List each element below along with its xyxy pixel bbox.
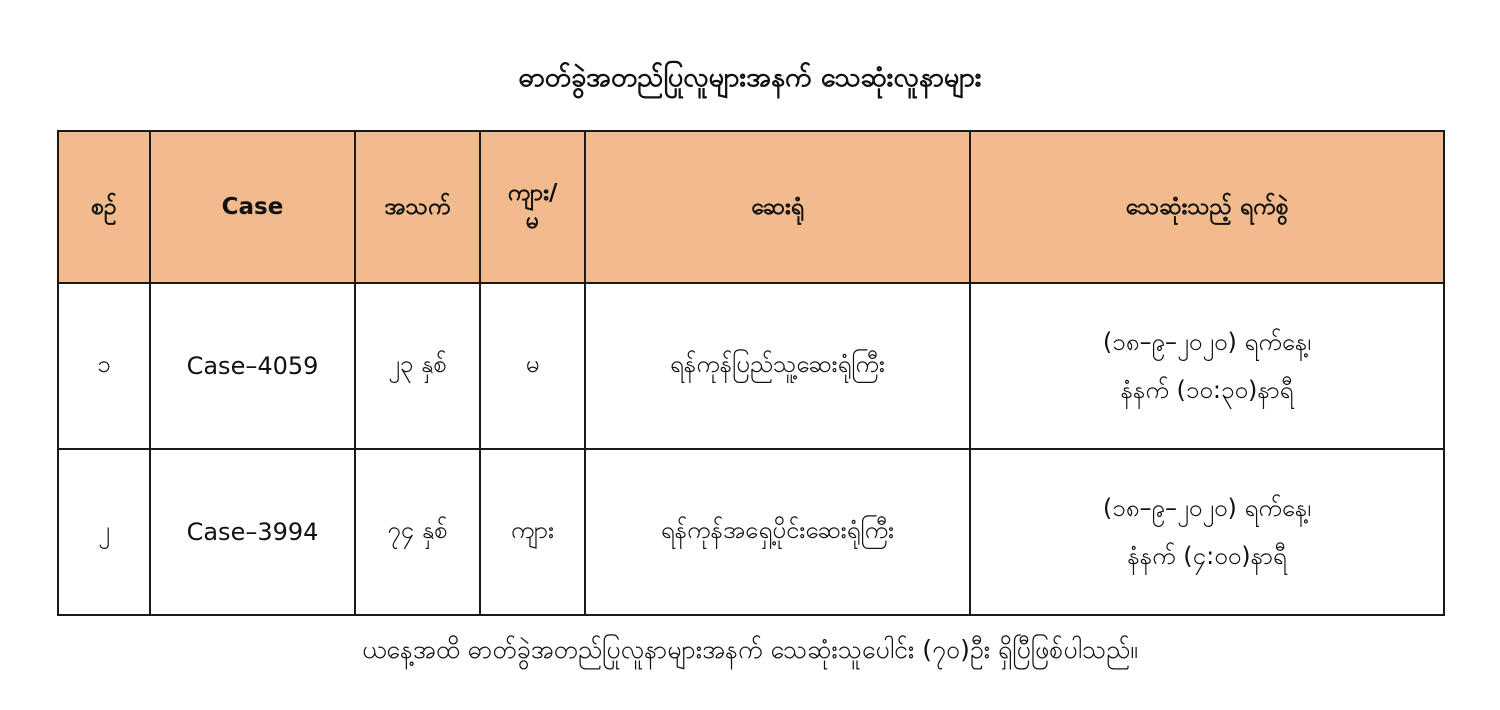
cell-no: ၁ (58, 283, 150, 449)
column-header-no: စဉ် (58, 131, 150, 283)
table-header-row (58, 131, 1444, 283)
cell-age: ၂၃ နှစ် (355, 283, 480, 449)
cell-hospital: ရန်ကုန်အရှေ့ပိုင်းဆေးရုံကြီး (585, 449, 970, 615)
column-header-sex (480, 131, 585, 283)
cell-case: Case–3994 (150, 449, 355, 615)
table-row (58, 449, 1444, 615)
cell-age: ၇၄ နှစ် (355, 449, 480, 615)
cell-sex: ကျား (480, 449, 585, 615)
deaths-table-container (57, 130, 1443, 616)
column-header-case: Case (150, 131, 355, 283)
table-row (58, 283, 1444, 449)
column-header-sex-line1: ကျား/ (507, 179, 558, 206)
cell-case: Case–4059 (150, 283, 355, 449)
column-header-hospital: ဆေးရုံ (585, 131, 970, 283)
summary-note: ယနေ့အထိ ဓာတ်ခွဲအတည်ပြုလူနာများအနက် သေဆုံးသူပေါင်း (၇၀)ဦး ရှိပြီဖြစ်ပါသည်။ (362, 635, 1138, 665)
cell-death-date-line2: နံနက် (၁၀:၃၀)နာရီ (1120, 376, 1294, 405)
column-header-age: အသက် (355, 131, 480, 283)
table-header (58, 131, 1444, 283)
column-header-death-date: သေဆုံးသည့် ရက်စွဲ (970, 131, 1444, 283)
table-body (58, 283, 1444, 615)
cell-death-date (970, 449, 1444, 615)
cell-hospital: ရန်ကုန်ပြည်သူ့ဆေးရုံကြီး (585, 283, 970, 449)
deaths-table (57, 130, 1445, 616)
cell-death-date-line2: နံနက် (၄:၀၀)နာရီ (1127, 542, 1287, 571)
column-header-sex-line2: မ (525, 208, 540, 235)
cell-no: ၂ (58, 449, 150, 615)
cell-death-date (970, 283, 1444, 449)
cell-death-date-line1: (၁၈–၉–၂၀၂၀) ရက်နေ့၊ (1102, 494, 1312, 523)
cell-death-date-line1: (၁၈–၉–၂၀၂၀) ရက်နေ့၊ (1102, 328, 1312, 357)
cell-sex: မ (480, 283, 585, 449)
page-title: ဓာတ်ခွဲအတည်ပြုလူများအနက် သေဆုံးလူနာများ (518, 62, 982, 93)
